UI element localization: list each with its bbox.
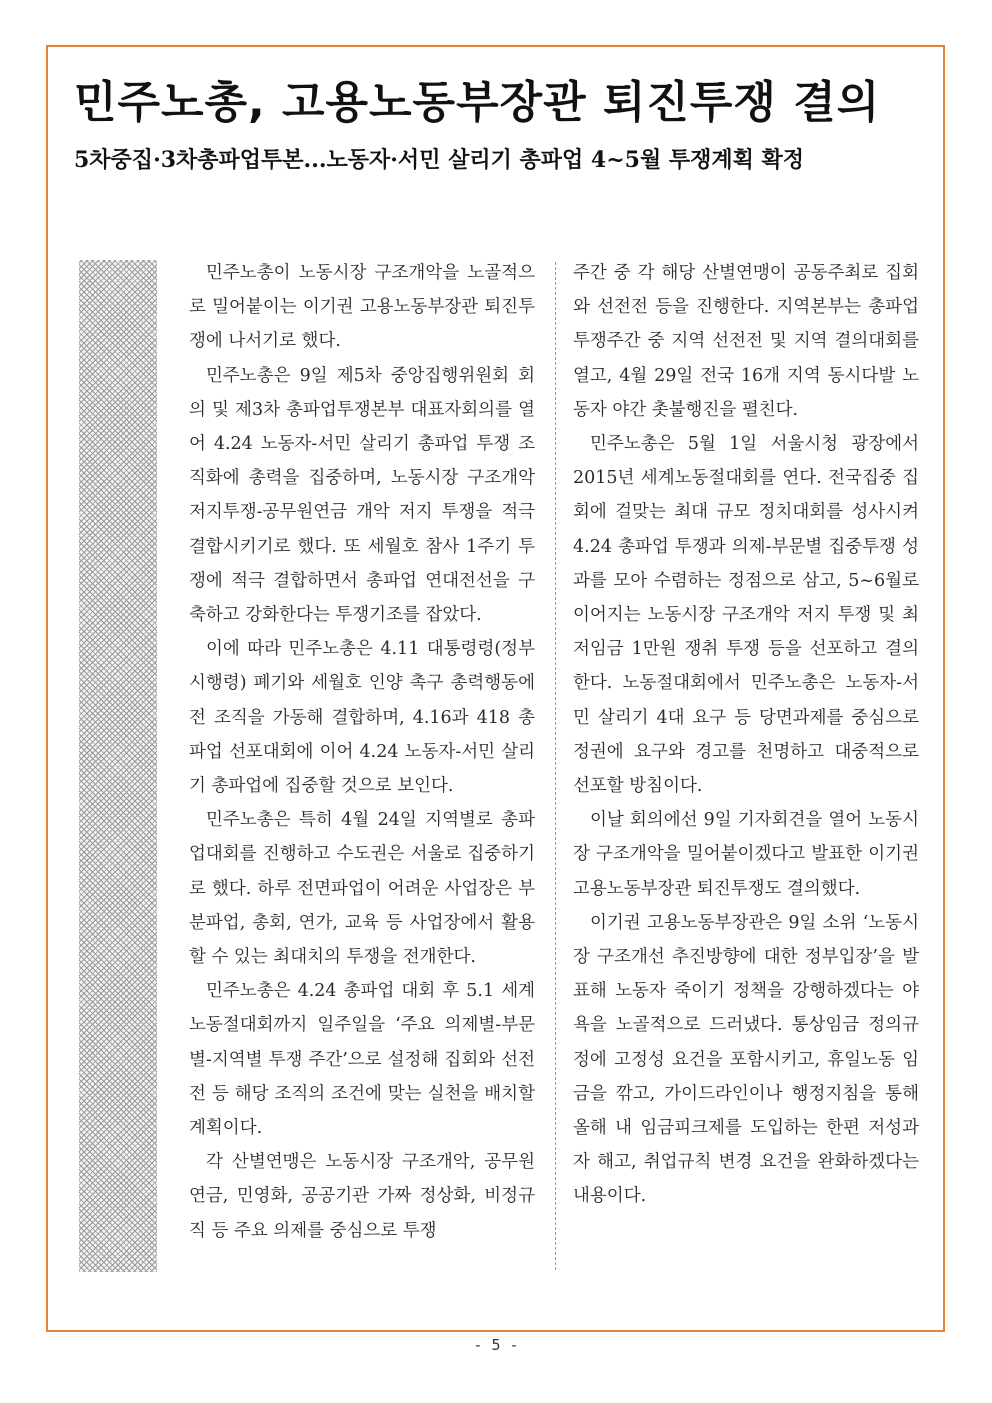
- subheadline: 5차중집·3차총파업투본...노동자·서민 살리기 총파업 4~5월 투쟁계획 확정: [74, 147, 805, 173]
- article-column-left: [189, 256, 535, 1248]
- headline: 민주노총, 고용노동부장관 퇴진투쟁 결의: [74, 77, 881, 128]
- decorative-hatch-bar: [79, 260, 157, 1272]
- paragraph: 주간 중 각 해당 산별연맹이 공동주최로 집회와 선전전 등을 진행한다. 지역본부는 총파업 투쟁주간 중 지역 선전전 및 지역 결의대회를 열고, 4월 29일 전국 16개 지역 동시다발 노동자 야간 촛불행진을 펼친다.: [573, 263, 919, 420]
- article-column-right: [573, 256, 919, 1214]
- paragraph: 민주노총은 5월 1일 서울시청 광장에서 2015년 세계노동절대회를 연다. 전국집중 집회에 걸맞는 최대 규모 정치대회를 성사시켜 4.24 총파업 투쟁과 의제-부문별 집중투쟁 성과를 모아 수렴하는 정점으로 삼고, 5~6월로 이어지는 노동시장 구조개악 저지 투쟁 및 최저임금 1만원 쟁취 투쟁 등을 선포하고 결의한다. 노동절대회에서 민주노총은 노동자-서민 살리기 4대 요구 등 당면과제를 중심으로 정권에 요구와 경고를 천명하고 대중적으로 선포할 방침이다.: [573, 434, 919, 797]
- page-number: - 5 -: [473, 1336, 519, 1354]
- paragraph: 민주노총이 노동시장 구조개악을 노골적으로 밀어붙이는 이기권 고용노동부장관 퇴진투쟁에 나서기로 했다.: [189, 263, 535, 352]
- paragraph: 이기권 고용노동부장관은 9일 소위 ‘노동시장 구조개선 추진방향에 대한 정부입장’을 발표해 노동자 죽이기 정책을 강행하겠다는 야욕을 노골적으로 드러냈다. 통상임금 정의규정에 고정성 요건을 포함시키고, 휴일노동 임금을 깎고, 가이드라인이나 행정지침을 통해 올해 내 임금피크제를 도입하는 한편 저성과자 해고, 취업규칙 변경 요건을 완화하겠다는 내용이다.: [573, 912, 919, 1207]
- paragraph: 민주노총은 9일 제5차 중앙집행위원회 회의 및 제3차 총파업투쟁본부 대표자회의를 열어 4.24 노동자-서민 살리기 총파업 투쟁 조직화에 총력을 집중하며, 노동시장 구조개악 저지투쟁-공무원연금 개악 저지 투쟁을 적극 결합시키기로 했다. 또 세월호 참사 1주기 투쟁에 적극 결합하면서 총파업 연대전선을 구축하고 강화한다는 투쟁기조를 잡았다.: [189, 365, 535, 626]
- paragraph: 각 산별연맹은 노동시장 구조개악, 공무원연금, 민영화, 공공기관 가짜 정상화, 비정규직 등 주요 의제를 중심으로 투쟁: [189, 1152, 535, 1241]
- column-divider: [555, 262, 556, 1270]
- paragraph: 이에 따라 민주노총은 4.11 대통령령(정부시행령) 폐기와 세월호 인양 촉구 총력행동에 전 조직을 가동해 결합하며, 4.16과 418 총파업 선포대회에 이어 4.24 노동자-서민 살리기 총파업에 집중할 것으로 보인다.: [189, 639, 535, 797]
- paragraph: 민주노총은 4.24 총파업 대회 후 5.1 세계노동절대회까지 일주일을 ‘주요 의제별-부문별-지역별 투쟁 주간’으로 설정해 집회와 선전전 등 해당 조직의 조건에 맞는 실천을 배치할 계획이다.: [189, 981, 535, 1139]
- paragraph: 이날 회의에선 9일 기자회견을 열어 노동시장 구조개악을 밀어붙이겠다고 발표한 이기권 고용노동부장관 퇴진투쟁도 결의했다.: [573, 810, 919, 899]
- paragraph: 민주노총은 특히 4월 24일 지역별로 총파업대회를 진행하고 수도권은 서울로 집중하기로 했다. 하루 전면파업이 어려운 사업장은 부분파업, 총회, 연가, 교육 등 사업장에서 활용할 수 있는 최대치의 투쟁을 전개한다.: [189, 810, 535, 968]
